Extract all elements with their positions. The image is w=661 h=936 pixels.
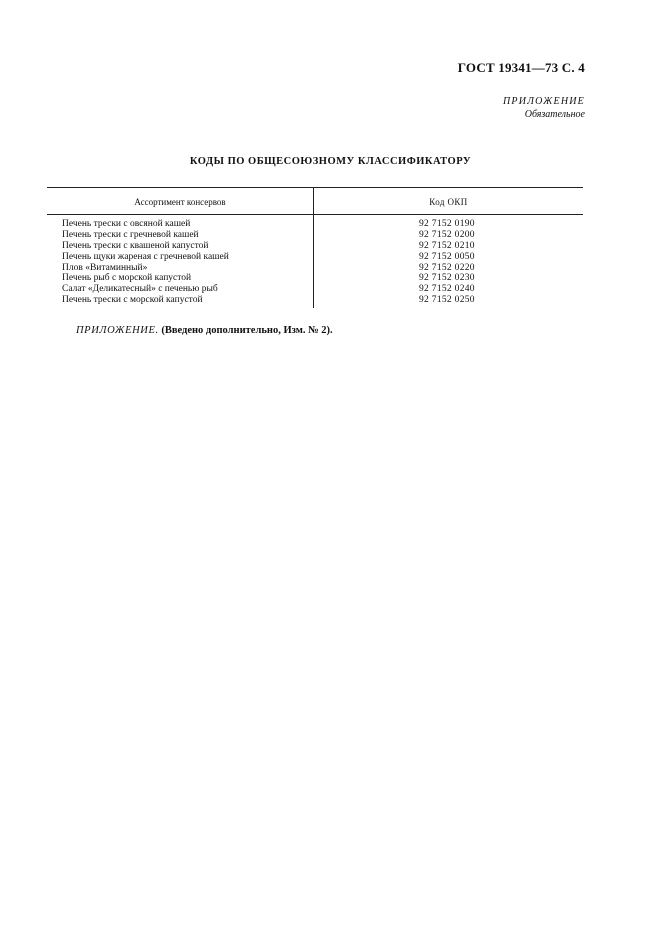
table-row bbox=[47, 295, 583, 306]
row-code: 92 7152 0230 bbox=[419, 273, 475, 284]
table-body bbox=[47, 219, 583, 306]
appendix-status: Обязательное bbox=[524, 109, 585, 120]
table-row bbox=[47, 273, 583, 284]
row-code: 92 7152 0200 bbox=[419, 229, 475, 240]
section-title: КОДЫ ПО ОБЩЕСОЮЗНОМУ КЛАССИФИКАТОРУ bbox=[189, 156, 472, 167]
appendix-label: ПРИЛОЖЕНИЕ bbox=[503, 96, 585, 107]
note-text: (Введено дополнительно, Изм. № 2). bbox=[161, 325, 333, 336]
row-code: 92 7152 0190 bbox=[419, 219, 475, 229]
appendix-note bbox=[76, 325, 333, 336]
row-code: 92 7152 0250 bbox=[419, 295, 475, 306]
row-name: Печень рыб с морской капустой bbox=[62, 273, 192, 284]
row-code: 92 7152 0210 bbox=[419, 240, 475, 251]
table-row bbox=[47, 252, 583, 263]
codes-table bbox=[47, 187, 583, 308]
appendix-block bbox=[503, 95, 585, 121]
table-row bbox=[47, 219, 583, 230]
row-code: 92 7152 0220 bbox=[419, 262, 475, 273]
table-row bbox=[47, 263, 583, 274]
row-name: Печень щуки жареная с гречневой кашей bbox=[62, 251, 229, 262]
row-name: Печень трески с гречневой кашей bbox=[62, 229, 199, 240]
column-header-assortment: Ассортимент консервов bbox=[134, 197, 226, 207]
table-row bbox=[47, 241, 583, 252]
row-name: Салат «Деликатесный» с печенью рыб bbox=[62, 284, 218, 295]
table-header bbox=[47, 188, 583, 215]
column-header-code: Код ОКП bbox=[429, 197, 468, 207]
row-name: Печень трески с квашеной капустой bbox=[62, 240, 209, 251]
table-row bbox=[47, 284, 583, 295]
row-code: 92 7152 0240 bbox=[419, 284, 475, 295]
row-name: Плов «Витаминный» bbox=[62, 262, 148, 273]
note-label: ПРИЛОЖЕНИЕ. bbox=[76, 325, 159, 336]
row-name: Печень трески с морской капустой bbox=[62, 295, 203, 306]
page-header: ГОСТ 19341—73 С. 4 bbox=[457, 60, 585, 75]
row-code: 92 7152 0050 bbox=[419, 251, 475, 262]
row-name: Печень трески с овсяной кашей bbox=[62, 219, 191, 229]
table-row bbox=[47, 230, 583, 241]
